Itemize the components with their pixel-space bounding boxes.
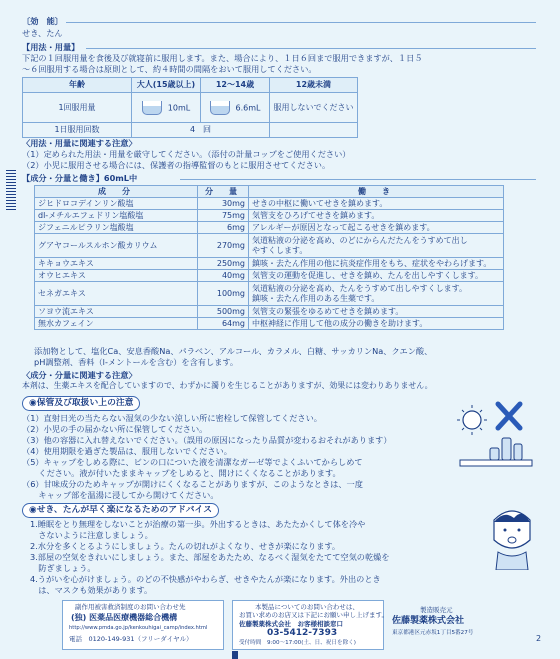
row-label-single-dose: 1回服用量 xyxy=(23,93,132,123)
advice-item-4: 4.うがいを心がけましょう。のどの不快感がやわらぎ、せきやたんが楽になります。外出のとき xyxy=(30,574,381,584)
ingredient-action xyxy=(249,234,504,258)
ingredient-action: せきの中枢に働いてせきを鎮めます。 xyxy=(249,198,504,210)
relief-title: 副作用被害救済制度のお問い合わせ先 xyxy=(75,603,186,611)
ingredient-amount: 64mg xyxy=(198,318,249,330)
relief-phone: 電話 0120-149-931（フリーダイヤル） xyxy=(69,635,193,643)
header-age: 年齢 xyxy=(23,78,132,93)
ingredient-name: ジフェニルピラリン塩酸塩 xyxy=(35,222,198,234)
ingredient-amount: 100mg xyxy=(198,282,249,306)
advice-item-1: 1.睡眠をとり無理をしないことが治療の第一歩。外出するときは、あたたかくして体を冷や xyxy=(30,519,366,529)
registration-mark xyxy=(232,651,238,659)
header-child: 12歳未満 xyxy=(270,78,358,93)
storage-item-2: （2）小児の手の届かない所に保管してください。 xyxy=(22,424,208,434)
advice-item-3b: 防ぎましょう。 xyxy=(30,563,96,573)
ingredient-amount: 6mg xyxy=(198,222,249,234)
action-line: やすくします。 xyxy=(252,245,308,255)
storage-title xyxy=(22,396,140,411)
ingredient-notes-title: 〈成分・分量に関連する注意〉 xyxy=(22,370,137,380)
ingredient-amount: 270mg xyxy=(198,234,249,258)
manufacturer-label: 製造販売元 xyxy=(420,606,453,614)
cross-mark-icon xyxy=(498,404,520,428)
ingredient-amount: 500mg xyxy=(198,306,249,318)
advice-item-4b: は、マスクも効果があります。 xyxy=(30,585,153,595)
dosage-notes-title: 〈用法・用量に関連する注意〉 xyxy=(22,138,137,148)
storage-warning-illustration xyxy=(456,398,536,470)
ingredient-name: dl-メチルエフェドリン塩酸塩 xyxy=(35,210,198,222)
additives-line-1: 添加物として、塩化Ca、安息香酸Na、パラベン、アルコール、カラメル、白糖、サッカリンNa、クエン酸、 xyxy=(34,346,433,356)
adult-dose-cell xyxy=(132,93,201,123)
dosage-note-1: （1）定められた用法・用量を厳守してください。（添付の計量コップをご使用ください） xyxy=(22,149,351,159)
dosage-table xyxy=(22,77,358,138)
header-adult: 大人(15歳以上) xyxy=(132,78,201,93)
header-action: 働 き xyxy=(249,186,504,198)
storage-title-text: 保管及び取扱い上の注意 xyxy=(36,398,134,408)
daily-times-value: 4 回 xyxy=(132,123,270,138)
additives-line-2: pH調整剤、香料（l-メントールを含む）を含有します。 xyxy=(34,357,239,367)
ingredient-name: 無水カフェイン xyxy=(35,318,198,330)
ingredient-action: 気管支の緊張をゆるめてせきを鎮めます。 xyxy=(249,306,504,318)
ingredient-name: オウヒエキス xyxy=(35,270,198,282)
coughing-child-illustration xyxy=(486,500,538,570)
dosage-title: 【用法・用量】 xyxy=(22,42,80,52)
ingredient-action: アレルギーが原因となって起こるせきを鎮めます。 xyxy=(249,222,504,234)
barcode-marks xyxy=(6,170,16,212)
contact-phone: 03-5412-7393 xyxy=(267,628,338,638)
ingredient-action: 気管支の運動を促進し、せきを鎮め、たんを出しやすくします。 xyxy=(249,270,504,282)
footer-contact-box xyxy=(232,600,388,650)
storage-item-4: （4）使用期限を過ぎた製品は、服用しないでください。 xyxy=(22,446,232,456)
action-line: 気道粘液の分泌を高め、のどにからんだたんをうすめて出し xyxy=(252,235,468,245)
contact-hours: 受付時間 9:00～17:00(土、日、祝日を除く) xyxy=(239,640,356,646)
ingredients-title: 【成分・分量と働き】60mL中 xyxy=(22,173,138,183)
advice-item-1b: さないように注意しましょう。 xyxy=(30,530,153,540)
dosage-text-1: 下記の１回服用量を食後及び就寝前に服用します。また、場合により、１日６回まで服用できますが、１日５ xyxy=(22,53,423,63)
ingredient-action: 中枢神経に作用して他の成分の働きを助けます。 xyxy=(249,318,504,330)
contact-org: 佐藤製薬株式会社 お客様相談窓口 xyxy=(239,620,343,628)
teen-dose-cell xyxy=(201,93,270,123)
ingredient-action xyxy=(249,282,504,306)
advice-item-3: 3.部屋の空気をきれいにしましょう。また、部屋をあたため、なるべく湿気をたてて空気の乾燥を xyxy=(30,552,390,562)
header-teen: 12～14歳 xyxy=(201,78,270,93)
ingredient-amount: 30mg xyxy=(198,198,249,210)
ingredient-name: セネガエキス xyxy=(35,282,198,306)
contact-line-1: 本製品についてのお問い合わせは、 xyxy=(255,603,359,611)
action-line: 鎮咳・去たん作用のある生薬です。 xyxy=(252,293,380,303)
teen-dose-value: 6.6mL xyxy=(235,103,261,112)
child-note: 服用しないでください xyxy=(270,93,358,123)
sun-icon xyxy=(457,405,487,435)
ingredient-action: 鎮咳・去たん作用の他に抗炎症作用をもち、症状をやわらげます。 xyxy=(249,258,504,270)
ingredient-amount: 40mg xyxy=(198,270,249,282)
bottles-icon xyxy=(460,438,532,466)
efficacy-text: せき、たん xyxy=(22,28,63,38)
ingredient-action: 気管支をひろげてせきを鎮めます。 xyxy=(249,210,504,222)
ingredient-name: キキョウエキス xyxy=(35,258,198,270)
divider xyxy=(66,22,536,23)
efficacy-title: 〔効 能〕 xyxy=(22,16,63,26)
page-number: 2 xyxy=(536,634,542,643)
storage-item-3: （3）他の容器に入れ替えないでください。（誤用の原因になったり品質が変わるおそれがあります） xyxy=(22,435,392,445)
ingredient-name: ジヒドロコデインリン酸塩 xyxy=(35,198,198,210)
divider xyxy=(86,48,536,49)
manufacturer-address: 東京都港区元赤坂1丁目5番27号 xyxy=(392,630,474,636)
footer-relief-box xyxy=(62,600,224,650)
action-line: 気道粘液の分泌を高め、たんをうすめて出しやすくします。 xyxy=(252,283,468,293)
header-amount: 分 量 xyxy=(198,186,249,198)
row-label-daily-times: 1日服用回数 xyxy=(23,123,132,138)
empty-cell xyxy=(270,123,358,138)
relief-url: http://www.pmda.go.jp/kenkouhigai_camp/index.html xyxy=(69,625,208,631)
storage-item-5b: ください。液が付いたままキャップをしめると、開けにくくなることがあります。 xyxy=(22,468,341,478)
ingredient-notes-text: 本剤は、生薬エキスを配合していますので、わずかに濁りを生じることがありますが、効果には変わりありません。 xyxy=(22,381,433,390)
storage-item-5: （5）キャップをしめる際に、ビンの口についた液を清潔なガーゼ等でよくふいてからしめて xyxy=(22,457,363,467)
ingredients-table xyxy=(34,185,504,330)
contact-line-2: お買い求めのお店又は下記にお願い申し上げます。 xyxy=(239,611,388,619)
ingredient-amount: 250mg xyxy=(198,258,249,270)
ingredient-amount: 75mg xyxy=(198,210,249,222)
bullet-icon: ◉ xyxy=(29,398,37,408)
manufacturer-name: 佐藤製薬株式会社 xyxy=(392,616,465,626)
advice-item-2: 2.水分を多くとるようにしましょう。たんの切れがよくなり、せきが楽になります。 xyxy=(30,541,341,551)
bullet-icon: ◉ xyxy=(29,505,37,515)
storage-item-1: （1）直射日光の当たらない湿気の少ない涼しい所に密栓して保管してください。 xyxy=(22,413,322,423)
advice-title-text: せき、たんが早く楽になるためのアドバイス xyxy=(36,505,213,515)
measuring-cup-icon xyxy=(142,101,162,115)
ingredient-name: グアヤコールスルホン酸カリウム xyxy=(35,234,198,258)
ingredient-name: ソヨウ流エキス xyxy=(35,306,198,318)
adult-dose-value: 10mL xyxy=(167,103,191,112)
divider xyxy=(180,179,536,180)
dosage-note-2: （2）小児に服用させる場合には、保護者の指導監督のもとに服用させてください。 xyxy=(22,160,331,170)
relief-org: (独) 医薬品医療機器総合機構 xyxy=(71,613,178,622)
advice-title xyxy=(22,503,219,518)
measuring-cup-icon xyxy=(210,101,230,115)
storage-item-6: （6）甘味成分のためキャップが開けにくくなることがありますが、このようなときは、一度 xyxy=(22,479,363,489)
header-ingredient: 成 分 xyxy=(35,186,198,198)
storage-item-6b: キャップ部を温湯に浸してから開けてください。 xyxy=(22,490,219,500)
dosage-text-2: ～６回服用する場合は原則として、約４時間の間隔をおいて服用してください。 xyxy=(22,64,317,74)
